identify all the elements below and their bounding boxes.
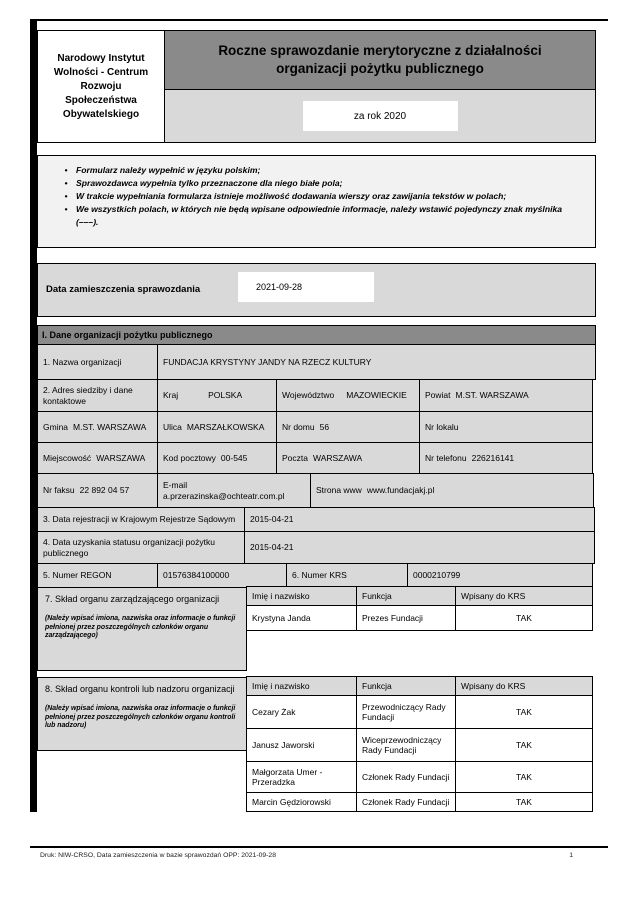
- section-1-title: I. Dane organizacji pożytku publicznego: [42, 330, 213, 340]
- regon-value: 01576384100000: [157, 563, 287, 588]
- cell-www: [310, 473, 594, 508]
- poczta-value: WARSZAWA: [313, 452, 363, 463]
- org-name-label: 1. Nazwa organizacji: [37, 344, 158, 380]
- address-row-2: [37, 411, 596, 443]
- bullet-icon: [56, 190, 76, 203]
- board-member-name: Krystyna Janda: [246, 605, 357, 631]
- report-content: [37, 30, 596, 812]
- nr-domu-value: 56: [319, 421, 330, 432]
- miejscowosc-label: Miejscowość: [43, 452, 92, 463]
- powiat-value: M.ST. WARSZAWA: [455, 390, 529, 401]
- cell-powiat: [419, 379, 593, 412]
- regon-krs-row: [37, 563, 596, 588]
- telefon-value: 226216141: [471, 452, 515, 463]
- council-member-krs: TAK: [455, 761, 593, 793]
- council-header-role: Funkcja: [356, 676, 456, 696]
- contact-row: [37, 473, 596, 508]
- council-member-name: Cezary Żak: [246, 695, 357, 729]
- kraj-label: Kraj: [163, 390, 179, 401]
- cell-poczta: [276, 442, 420, 474]
- ulica-label: Ulica: [163, 421, 182, 432]
- year-label: za rok 2020: [353, 110, 407, 122]
- cell-nr-lokalu: [419, 411, 593, 443]
- kod-pocztowy-value: 00-545: [220, 452, 248, 463]
- krs-registration-label: 3. Data rejestracji w Krajowym Rejestrze Sądowym: [37, 507, 245, 532]
- cell-telefon: [419, 442, 593, 474]
- governing-board-block: [37, 587, 596, 671]
- address-row-3: [37, 442, 596, 474]
- council-member-role: Członek Rady Fundacji: [356, 761, 456, 793]
- council-row: [246, 728, 593, 762]
- bullet-icon: [56, 164, 76, 177]
- www-label: Strona www: [316, 485, 362, 496]
- wojewodztwo-value: MAZOWIECKIE: [346, 390, 407, 401]
- supervisory-council-note: (Należy wpisać imiona, nazwiska oraz informacje o funkcji pełnionej przez poszczególnych członków organu kontroli lub nadzoru): [45, 705, 236, 730]
- page-footer: [30, 852, 608, 859]
- left-black-bar: [30, 20, 37, 812]
- krs-registration-value: 2015-04-21: [244, 507, 595, 532]
- submission-date-value: 2021-09-28: [256, 282, 303, 292]
- address-label: 2. Adres siedziby i dane kontaktowe: [37, 379, 158, 412]
- opp-status-value: 2015-04-21: [244, 531, 595, 564]
- cell-email: [157, 473, 311, 508]
- gmina-label: Gmina: [43, 421, 69, 432]
- council-member-name: Małgorzata Umer - Przeradzka: [246, 761, 357, 793]
- governing-board-side: [37, 587, 247, 671]
- year-band: [164, 90, 596, 143]
- year-field: [303, 101, 458, 131]
- footer-print-info: Druk: NIW-CRSO, Data zamieszczenia w bazie sprawozdań OPP: 2021-09-28: [40, 852, 276, 859]
- poczta-label: Poczta: [282, 452, 308, 463]
- report-header: [37, 30, 596, 143]
- email-label: E-mail: [163, 480, 188, 490]
- kod-pocztowy-label: Kod pocztowy: [163, 452, 216, 463]
- submission-date-row: [37, 263, 596, 317]
- krs-number-value: 0000210799: [407, 563, 593, 588]
- org-name-row: [37, 344, 596, 380]
- krs-number-label: 6. Numer KRS: [286, 563, 408, 588]
- telefon-label: Nr telefonu: [425, 452, 467, 463]
- council-header-row: [246, 676, 593, 696]
- opp-status-row: [37, 531, 596, 564]
- org-data-table: [37, 344, 596, 588]
- instruction-item: [56, 203, 585, 229]
- footer-page-number: 1: [569, 852, 573, 859]
- nr-lokalu-label: Nr lokalu: [425, 421, 459, 432]
- regon-label: 5. Numer REGON: [37, 563, 158, 588]
- council-member-role: Przewodniczący Rady Fundacji: [356, 695, 456, 729]
- council-header-name: Imię i nazwisko: [246, 676, 357, 696]
- gmina-value: M.ST. WARSZAWA: [73, 421, 147, 432]
- institute-name: Narodowy Instytut Wolności - Centrum Rozwoju Społeczeństwa Obywatelskiego: [53, 52, 149, 120]
- email-value: a.przerazinska@ochteatr.com.pl: [163, 490, 285, 501]
- cell-miejscowosc: [37, 442, 158, 474]
- cell-ulica: [157, 411, 277, 443]
- instruction-text: W trakcie wypełniania formularza istnieje możliwość dodawania wierszy oraz zawijania tekstów w polach;: [76, 191, 507, 201]
- council-header-krs: Wpisany do KRS: [455, 676, 593, 696]
- council-member-krs: TAK: [455, 728, 593, 762]
- bullet-icon: [56, 177, 76, 190]
- board-header-row: [246, 586, 593, 606]
- report-title: Roczne sprawozdanie merytoryczne z działalności organizacji pożytku publicznego: [218, 43, 542, 76]
- instruction-text: Sprawozdawca wypełnia tylko przeznaczone dla niego białe pola;: [76, 178, 343, 188]
- title-column: [164, 30, 596, 143]
- top-rule: [30, 19, 608, 21]
- institute-box: [37, 30, 165, 143]
- supervisory-council-block: [37, 677, 596, 812]
- governing-board-label: 7. Skład organu zarządzającego organizacji: [45, 594, 220, 604]
- council-row: [246, 792, 593, 812]
- council-row: [246, 695, 593, 729]
- council-member-role: Wiceprzewodniczący Rady Fundacji: [356, 728, 456, 762]
- org-name-value: FUNDACJA KRYSTYNY JANDY NA RZECZ KULTURY: [157, 344, 596, 380]
- cell-kraj: [157, 379, 277, 412]
- cell-gmina: [37, 411, 158, 443]
- ulica-value: MARSZAŁKOWSKA: [186, 421, 265, 432]
- cell-nr-domu: [276, 411, 420, 443]
- board-header-name: Imię i nazwisko: [246, 586, 357, 606]
- instruction-text: Formularz należy wypełnić w języku polskim;: [76, 165, 261, 175]
- wojewodztwo-label: Województwo: [282, 390, 335, 401]
- www-value: www.fundacjakj.pl: [366, 485, 435, 496]
- board-member-role: Prezes Fundacji: [356, 605, 456, 631]
- board-row: [246, 605, 593, 631]
- footer-rule: [30, 846, 608, 848]
- submission-date-label: Data zamieszczenia sprawozdania: [46, 284, 201, 295]
- board-member-krs: TAK: [455, 605, 593, 631]
- governing-board-note: (Należy wpisać imiona, nazwiska oraz informacje o funkcji pełnionej przez poszczególnych członków organu zarządzającego): [45, 615, 236, 640]
- council-member-krs: TAK: [455, 695, 593, 729]
- council-member-name: Marcin Gędziorowski: [246, 792, 357, 812]
- krs-registration-row: [37, 507, 596, 532]
- instruction-item: [56, 164, 585, 177]
- nr-domu-label: Nr domu: [282, 421, 315, 432]
- bullet-icon: [56, 203, 76, 229]
- instruction-item: [56, 177, 585, 190]
- council-member-role: Członek Rady Fundacji: [356, 792, 456, 812]
- miejscowosc-value: WARSZAWA: [96, 452, 146, 463]
- cell-wojewodztwo: [276, 379, 420, 412]
- instruction-item: [56, 190, 585, 203]
- cell-faks: [37, 473, 158, 508]
- board-header-role: Funkcja: [356, 586, 456, 606]
- powiat-label: Powiat: [425, 390, 451, 401]
- section-1-bar: [37, 325, 596, 345]
- address-row-1: [37, 379, 596, 412]
- opp-status-label: 4. Data uzyskania statusu organizacji pożytku publicznego: [37, 531, 245, 564]
- council-row: [246, 761, 593, 793]
- board-header-krs: Wpisany do KRS: [455, 586, 593, 606]
- report-title-bar: [164, 30, 596, 90]
- council-member-name: Janusz Jaworski: [246, 728, 357, 762]
- instruction-text: We wszystkich polach, w których nie będą wpisane odpowiednie informacje, należy wstawić pojedynczy znak myślnika (–––).: [76, 204, 563, 227]
- faks-value: 22 892 04 57: [79, 485, 130, 496]
- instructions-box: [37, 155, 596, 248]
- supervisory-council-table: [246, 677, 593, 812]
- kraj-value: POLSKA: [208, 390, 243, 401]
- faks-label: Nr faksu: [43, 485, 75, 496]
- submission-date-field: [238, 272, 374, 302]
- council-member-krs: TAK: [455, 792, 593, 812]
- governing-board-table: [246, 587, 593, 631]
- supervisory-council-side: [37, 677, 247, 751]
- supervisory-council-label: 8. Skład organu kontroli lub nadzoru organizacji: [45, 684, 235, 694]
- cell-kod-pocztowy: [157, 442, 277, 474]
